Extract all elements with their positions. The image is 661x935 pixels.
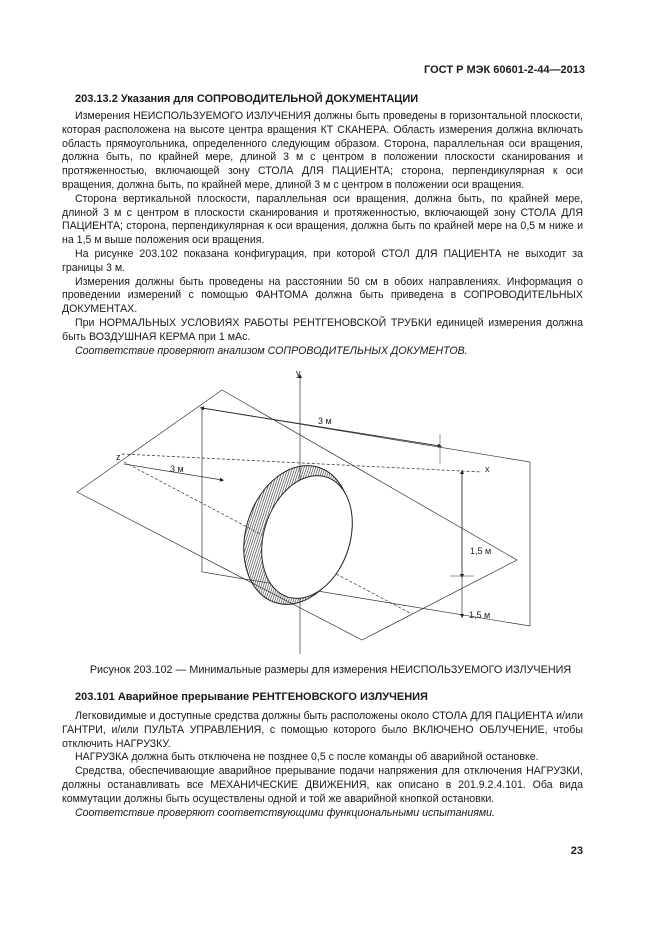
paragraph: Средства, обеспечивающие аварийное прерывание подачи напряжения для отключения НАГРУЗКИ, должны останавливать все МЕХАНИЧЕСКИЕ ДВИЖЕНИЯ, как описано в 201.9.2.4.101. Оба вида коммутации должны быть осуществлены одной и той же аварийной кнопкой остановки.: [62, 765, 583, 805]
paragraph: Легковидимые и доступные средства должны быть расположены около СТОЛА ДЛЯ ПАЦИЕНТА и/или ГАНТРИ, и/или ПУЛЬТА УПРАВЛЕНИЯ, с помощью которого было ВКЛЮЧЕНО ОБЛУЧЕНИЕ, чтобы отключить НАГРУЗКУ.: [62, 710, 583, 750]
paragraph: НАГРУЗКА должна быть отключена не позднее 0,5 с после команды об аварийной остановке.: [75, 751, 539, 764]
y-axis-label: y: [296, 368, 301, 378]
page-number: 23: [570, 845, 583, 857]
paragraph: Измерения НЕИСПОЛЬЗУЕМОГО ИЗЛУЧЕНИЯ должны быть проведены в горизонтальной плоскости, которая расположена на высоте центра вращения КТ СКАНЕРА. Область измерения должна включать область прямоугольника, определенного следующим образом. Сторона, параллельная оси вращения, должна быть, по крайней мере, длиной 3 м с центром в положении плоскости сканирования и протяженностью, включающей зону СТОЛА ДЛЯ ПАЦИЕНТА; сторона, перпендикулярная к оси вращения, должна быть, по крайней мере, длиной 3 м с центром в положении оси вращения.: [62, 110, 583, 191]
paragraph: При НОРМАЛЬНЫХ УСЛОВИЯХ РАБОТЫ РЕНТГЕНОВСКОЙ ТРУБКИ единицей измерения должна быть ВОЗДУШНАЯ КЕРМА при 1 мАс.: [62, 316, 583, 343]
compliance-note: Соответствие проверяют соответствующими функциональными испытаниями.: [75, 806, 495, 819]
section-body: [62, 110, 583, 358]
height-above-label: 1,5 м: [470, 546, 492, 556]
height-below-label: 1,5 м: [469, 610, 491, 620]
figure-caption: Рисунок 203.102 — Минимальные размеры для измерения НЕИСПОЛЬЗУЕМОГО ИЗЛУЧЕНИЯ: [89, 664, 572, 676]
top-width-label: 3 м: [318, 416, 332, 426]
section-body: [62, 710, 583, 820]
measurement-diagram: [62, 364, 592, 660]
x-axis-label: x: [485, 464, 490, 474]
compliance-note: Соответствие проверяют анализом СОПРОВОДИТЕЛЬНЫХ ДОКУМЕНТОВ.: [75, 344, 468, 357]
side-depth-label: 3 м: [170, 464, 184, 474]
paragraph: Измерения должны быть проведены на расстоянии 50 см в обоих направлениях. Информация о проведении измерений с помощью ФАНТОМА должна быть приведена в СОПРОВОДИТЕЛЬНЫХ ДОКУМЕНТАХ.: [62, 275, 583, 316]
section-title: 203.101 Аварийное прерывание РЕНТГЕНОВСКОГО ИЗЛУЧЕНИЯ: [75, 691, 428, 703]
paragraph: На рисунке 203.102 показана конфигурация, при которой СТОЛ ДЛЯ ПАЦИЕНТА не выходит за границы 3 м.: [62, 247, 583, 274]
measurement-figure: [62, 364, 592, 660]
paragraph: Сторона вертикальной плоскости, параллельная оси вращения, должна быть, по крайней мере, длиной 3 м с центром в плоскости сканирования и протяженностью, включающей зону СТОЛА ДЛЯ ПАЦИЕНТА; сторона, перпендикулярная к оси вращения, должна быть по крайней мере на 0,5 м ниже и на 1,5 м выше положения оси вращения.: [62, 192, 583, 247]
section-title: 203.13.2 Указания для СОПРОВОДИТЕЛЬНОЙ ДОКУМЕНТАЦИИ: [75, 93, 419, 105]
document-header: ГОСТ Р МЭК 60601-2-44—2013: [424, 64, 585, 76]
z-axis-label: z: [116, 452, 121, 462]
